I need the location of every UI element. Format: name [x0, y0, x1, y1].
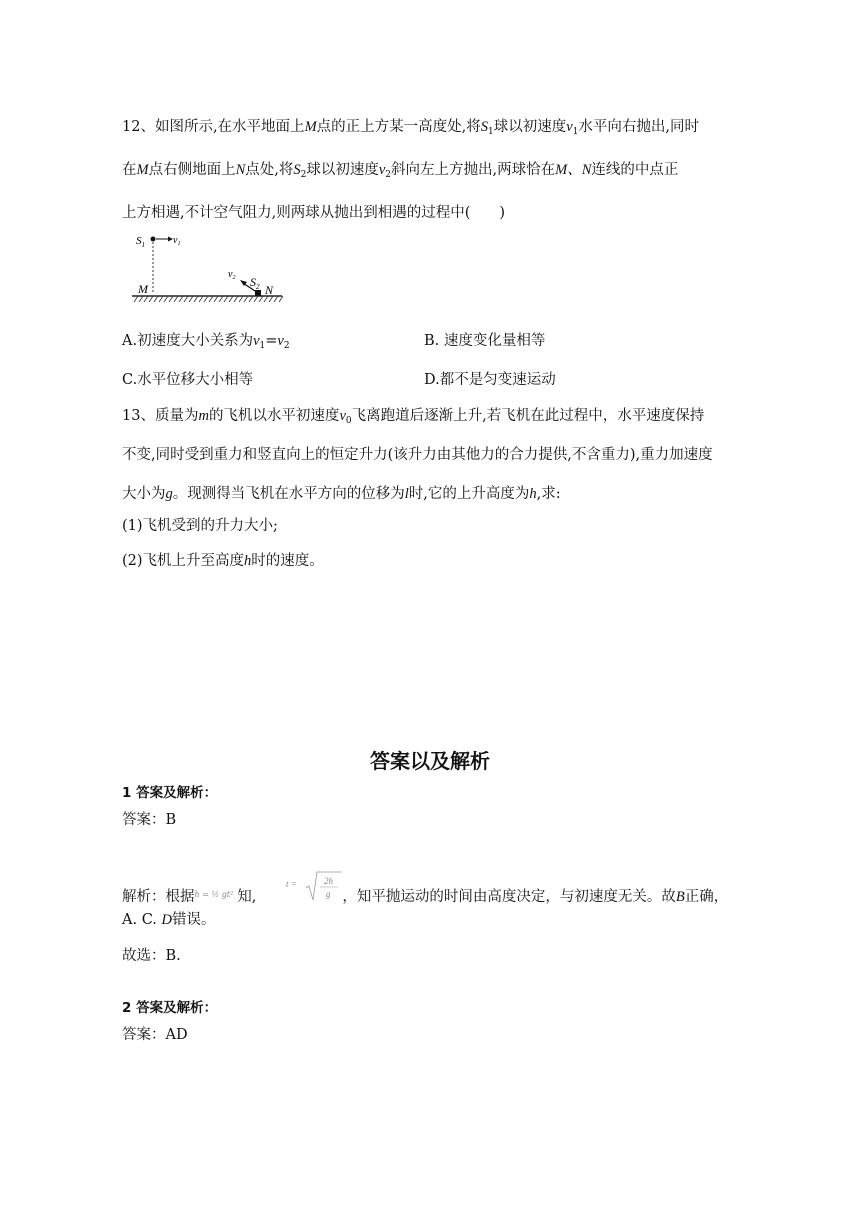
text: 在 [122, 162, 137, 178]
question-number: 13、 [122, 408, 155, 424]
text: A. C. [122, 912, 157, 928]
answer-1-heading: 1 答案及解析： [122, 785, 218, 801]
var-g: g [165, 486, 173, 502]
text: A.初速度大小关系为 [122, 333, 254, 349]
svg-text:t =: t = [286, 879, 298, 889]
answer-1-explanation-2 [122, 910, 215, 930]
svg-text:g: g [326, 889, 331, 899]
q12-line-3: 上方相遇,不计空气阻力,则两球从抛出到相遇的过程中( ) [122, 205, 506, 221]
var-m: m [198, 408, 209, 424]
text: 点右侧地面上 [148, 162, 236, 178]
var-v: v [566, 119, 573, 135]
text: 如图所示,在水平地面上 [154, 119, 305, 135]
label-N: N [265, 283, 274, 297]
var-M: M [304, 119, 317, 135]
q13-line-1 [122, 406, 704, 431]
label-v2: $v_2$ [228, 269, 236, 281]
text: 。现测得当飞机在水平方向的位移为 [172, 486, 405, 502]
answer-2-value: 答案：AD [122, 1027, 188, 1043]
answers-title: 答案以及解析 [370, 749, 490, 773]
text: 解析：根据 [122, 889, 195, 905]
var-N: N [235, 162, 246, 178]
text: 斜向左上方抛出,两球恰在 [391, 162, 556, 178]
text: 时,它的上升高度为 [408, 486, 530, 502]
text: ，知平抛运动的时间由高度决定，与初速度无关。故 [342, 889, 676, 905]
var-h: h [529, 486, 537, 502]
ground-hatching [134, 296, 283, 302]
subscript: 1 [488, 127, 494, 137]
q12-line-1 [122, 117, 699, 142]
q12-line-2 [122, 160, 678, 185]
text: 球以初速度 [306, 162, 379, 178]
text: 球以初速度 [493, 119, 567, 135]
var-S: S [480, 119, 489, 135]
var-S: S [293, 162, 301, 178]
option-b: B. 速度变化量相等 [424, 333, 546, 349]
var-h: h [244, 553, 252, 569]
subscript: 0 [345, 416, 352, 426]
subscript: 2 [385, 170, 392, 180]
text: 点的正上方某一高度处,将 [316, 119, 481, 135]
answer-2-heading: 2 答案及解析： [122, 1000, 218, 1016]
answer-1-choice: 故选：B. [122, 948, 181, 964]
formula-t [286, 870, 342, 904]
var-v: v [277, 333, 284, 349]
subscript: 2 [283, 341, 290, 351]
answer-1-explanation [122, 870, 728, 907]
text: 时的速度。 [251, 553, 324, 569]
answer-1-value: 答案：B [122, 812, 177, 828]
var-v: v [253, 333, 260, 349]
label-s1: $S_1$ [136, 235, 145, 249]
option-c: C.水平位移大小相等 [122, 372, 254, 388]
question-number: 12、 [122, 119, 155, 135]
formula-h: h = ½ gt² [194, 890, 234, 899]
subscript: 1 [259, 341, 266, 351]
q13-part-2 [122, 551, 324, 571]
q13-part-1: (1)飞机受到的升力大小; [122, 518, 278, 534]
label-v1: $v_1$ [173, 235, 181, 247]
text: 质量为 [154, 408, 199, 424]
subscript: 2 [300, 170, 307, 180]
text: 知, [237, 889, 257, 905]
text: 正确， [684, 889, 729, 905]
subscript: 1 [572, 127, 579, 137]
var-MN: M、N [555, 162, 592, 178]
projectile-figure [128, 228, 288, 308]
var-B: B [675, 889, 685, 905]
label-s2: $S_2$ [250, 275, 260, 291]
text: 错误。 [171, 912, 216, 928]
svg-text:2h: 2h [324, 876, 334, 886]
var-v: v [339, 408, 346, 424]
option-d: D.都不是匀变速运动 [424, 372, 556, 388]
var-M: M [136, 162, 149, 178]
label-M: M [138, 282, 148, 296]
text: 连线的中点正 [591, 162, 679, 178]
text: (2)飞机上升至高度 [122, 553, 245, 569]
text: 的飞机以水平初速度 [208, 408, 340, 424]
var-v: v [378, 162, 386, 178]
var-l: l [404, 486, 409, 502]
text: 点处,将 [245, 162, 294, 178]
text: 飞离跑道后逐渐上升,若飞机在此过程中，水平速度保持 [351, 408, 705, 424]
option-a [122, 331, 290, 356]
sqrt-formula [286, 870, 342, 904]
text: = [265, 333, 278, 349]
var-D: D [161, 912, 172, 928]
q13-line-2: 不变,同时受到重力和竖直向上的恒定升力(该升力由其他力的合力提供,不含重力),重力加速度 [122, 447, 713, 463]
text: 大小为 [122, 486, 166, 502]
text: ,求: [536, 486, 561, 502]
text: 水平向右抛出,同时 [578, 119, 700, 135]
ball-s1 [151, 237, 156, 242]
q13-line-3 [122, 484, 561, 504]
